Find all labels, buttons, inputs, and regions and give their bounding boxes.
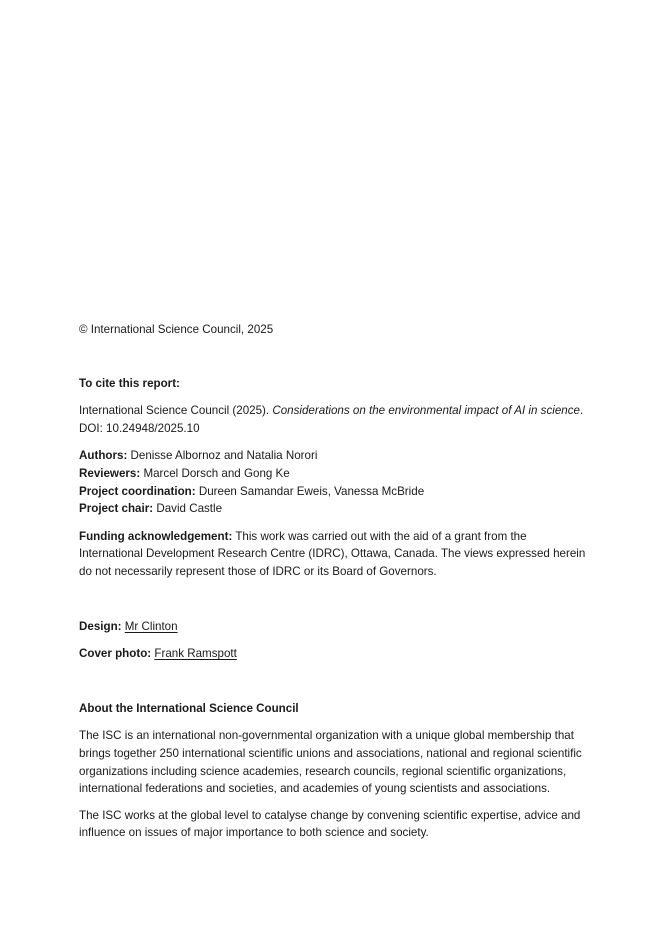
citation-prefix: International Science Council (2025). — [79, 404, 273, 418]
imprint-page — [79, 321, 589, 842]
citation — [79, 402, 589, 437]
design-label: Design: — [79, 619, 122, 633]
chair-line — [79, 500, 589, 518]
about-paragraph-1: The ISC is an international non-governmental organization with a unique global membership that brings together 250 international scientific unions and associations, national and regional scientific organizations including science academies, research councils, regional scientific organizations, international federations and societies, and academies of young scientists and associations. — [79, 729, 582, 796]
reviewers-value: Marcel Dorsch and Gong Ke — [140, 466, 290, 480]
authors-value: Denisse Albornoz and Natalia Norori — [127, 449, 318, 463]
copyright-notice: © International Science Council, 2025 — [79, 323, 274, 336]
cover-photo-label: Cover photo: — [79, 647, 152, 661]
credits-block — [79, 447, 589, 517]
coordination-label: Project coordination: — [79, 484, 196, 498]
coordination-value: Dureen Samandar Eweis, Vanessa McBride — [195, 484, 425, 498]
funding-text: This work was carried out with the aid of a grant from the International Development Research Centre (IDRC), Ottawa, Canada. The views expressed herein do not necessarily represent those of IDRC or its Board of Governors. — [79, 529, 586, 578]
chair-label: Project chair: — [79, 502, 154, 516]
authors-label: Authors: — [79, 449, 128, 463]
design-credit — [79, 618, 589, 636]
funding-label: Funding acknowledgement: — [79, 529, 233, 543]
authors-line — [79, 447, 589, 465]
chair-value: David Castle — [153, 502, 223, 516]
about-heading: About the International Science Council — [79, 701, 299, 715]
citation-title: Considerations on the environmental impact of AI in science — [272, 404, 580, 418]
funding-acknowledgement — [79, 528, 589, 581]
citation-doi: . DOI: 10.24948/2025.10 — [79, 404, 584, 435]
cover-photo-credit — [79, 645, 589, 663]
cover-photo-link[interactable]: Frank Ramspott — [154, 647, 237, 661]
coordination-line — [79, 483, 589, 501]
about-paragraph-2: The ISC works at the global level to catalyse change by convening scientific expertise, advice and influence on issues of major importance to both science and society. — [79, 808, 581, 840]
reviewers-line — [79, 465, 589, 483]
design-link[interactable]: Mr Clinton — [124, 619, 178, 633]
cite-heading: To cite this report: — [79, 376, 180, 390]
reviewers-label: Reviewers: — [79, 466, 141, 480]
